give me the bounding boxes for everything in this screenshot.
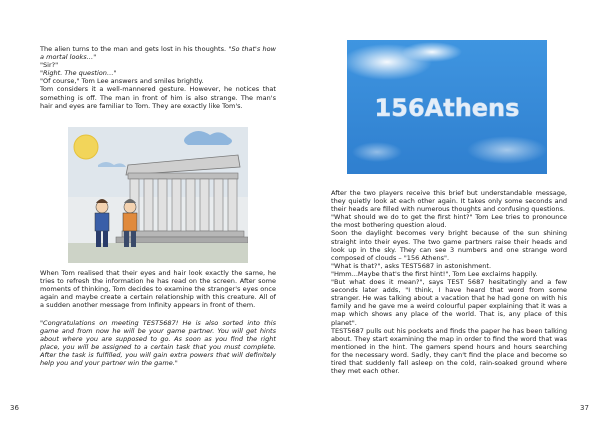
cloud-sky-image	[347, 40, 547, 174]
dialogue-line: Tom considers it a well-mannered gesture. However, he notices that something is off. The man in front of him is also strange. The man's hair and eyes are familiar to Tom. They are exactly like Tom's.	[40, 85, 276, 110]
dialogue-line: "Right. The question…"	[40, 69, 117, 78]
dialogue-line: "Sir?"	[40, 61, 59, 70]
dialogue-line: "Of course," Tom Lee answers and smiles brightly.	[40, 77, 204, 86]
page-number: 37	[580, 404, 589, 412]
sun-icon	[74, 135, 98, 159]
story-continuation: After the two players receive this brief but understandable message, they quietly look at each other again. It takes only some seconds and their heads are filled with numerous thoughts and confusing questions. "What should we do to get the first hint?" Tom Lee tries to pronounce the most bothering question aloud. Soon the daylight becomes very bright because of the sun shining straight into their eyes. The two game partners raise their heads and look up in the sky. They can see 3 numbers and one strange word composed of clouds – "156 Athens". "What is that?", asks TEST5687 in astonishment. "Hmm...Maybe that's the first hint!", Tom Lee exclaims happily. "But what does it mean?", says TEST 5687 hesitatingly and a few seconds later adds, "I think, I have heard that word from some stranger. He was talking about a vacation that he had gone on with his family and he gave me a weird colourful paper explaining that it was a map which shows any place of the world. That is, any place of this planet". TEST5687 pulls out his pockets and finds the paper he has been talking about. They start examining the map in order to find the word that was mentioned in the hint. The gamers spend hours and hours searching for the necessary word. Sadly, they can't find the place and become so tired that suddenly fall asleep on the cold, rain-soaked ground where they met each other.	[331, 189, 567, 376]
dialogue-line: The alien turns to the man and gets lost in his thoughts. "So that's how a mortal looks…"	[40, 45, 276, 62]
infinity-message: "Congratulations on meeting TEST5687! He is also sorted into this game and from now he will be your game partner. You will get hints about where you are supposed to go. As soon as you find the right place, you will be assigned to a certain task that you must complete. After the task is fulfilled, you will gain extra powers that will definitely help you and your partner win the game."	[40, 319, 276, 368]
narrative-paragraph: When Tom realised that their eyes and hair look exactly the same, he tries to refresh the information he has read on the screen. After some moments of thinking, Tom decides to examine the stranger's eyes once again and maybe create a certain relationship with this creature. All of a sudden another message from Infinity appears in front of them.	[40, 269, 276, 310]
cloud-word: 156Athens	[374, 94, 520, 122]
acropolis-illustration	[68, 127, 248, 263]
page-number: 36	[10, 404, 19, 412]
opening-dialogue	[40, 45, 276, 110]
